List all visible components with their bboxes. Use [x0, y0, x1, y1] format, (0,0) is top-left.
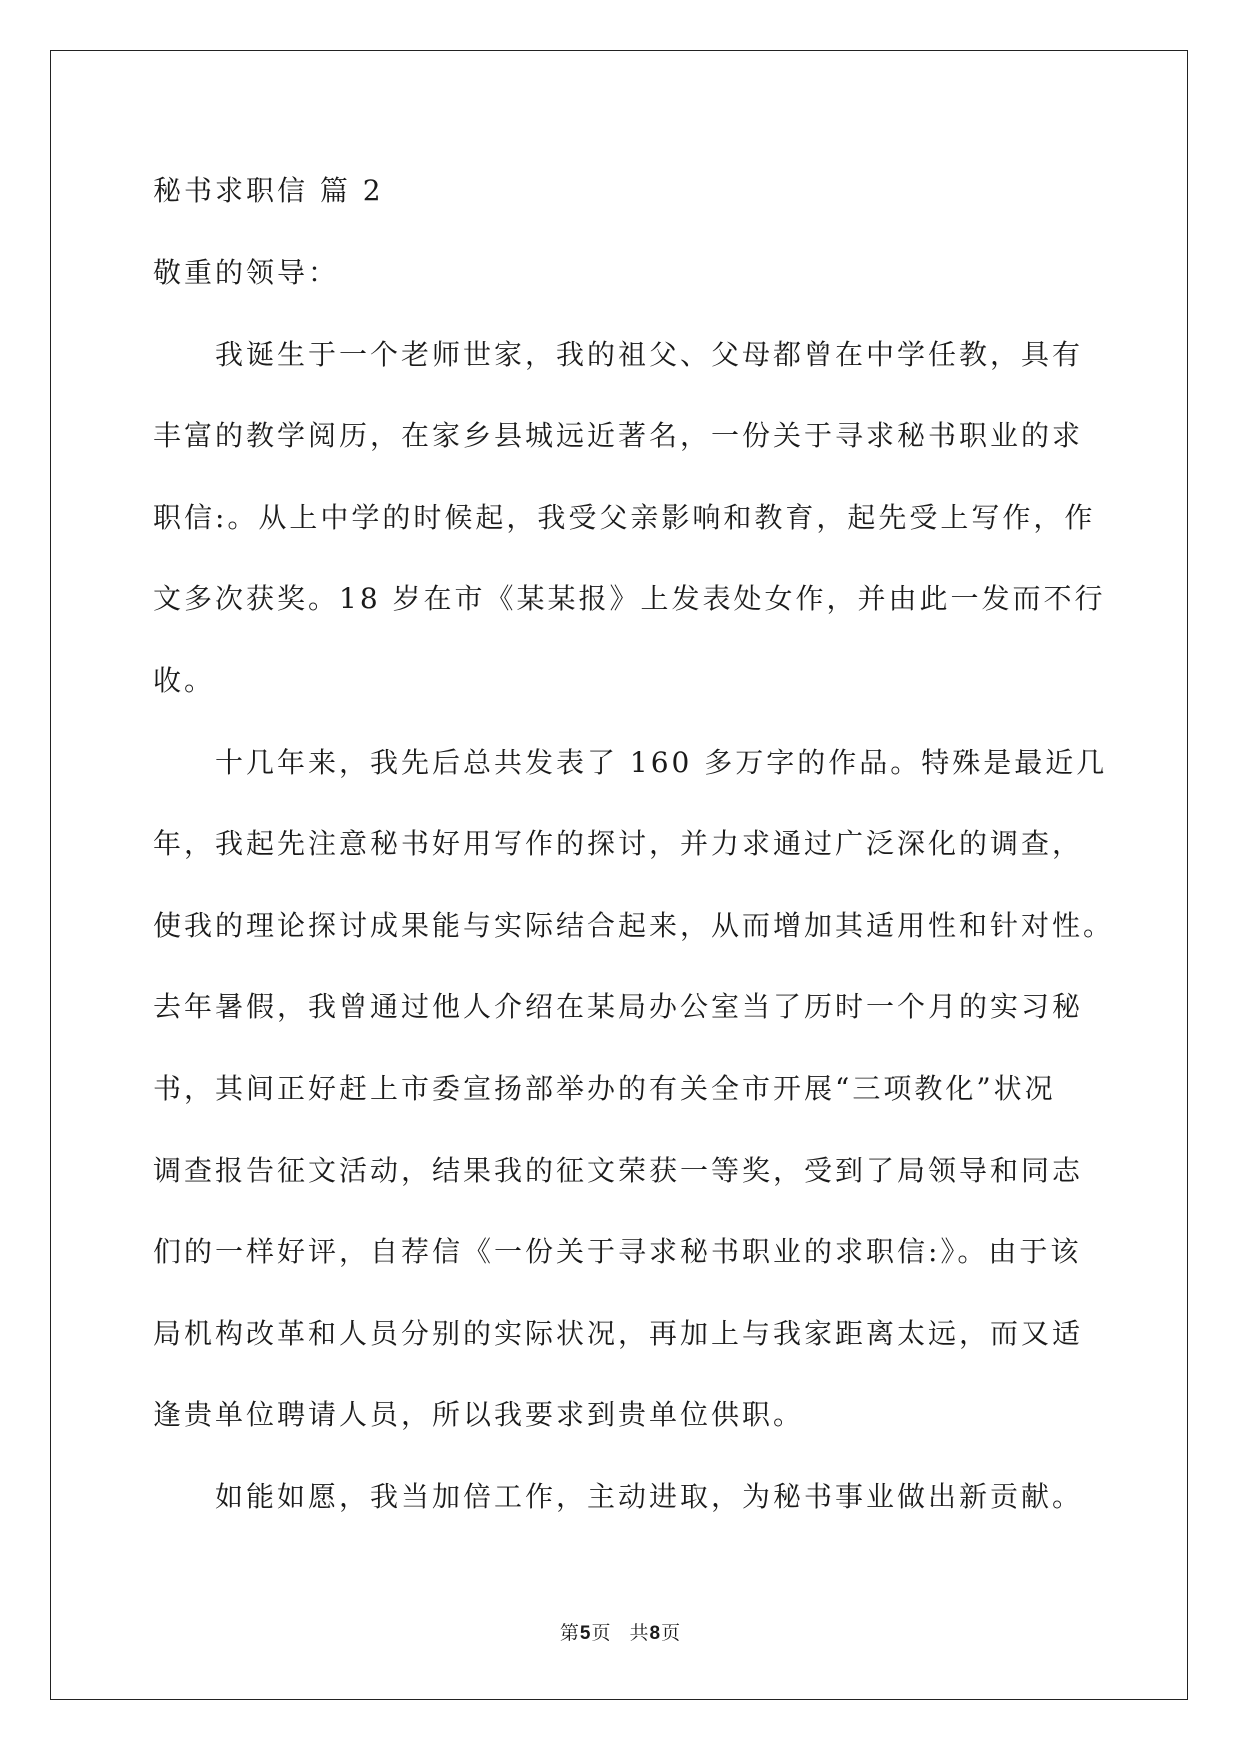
text-line: 去年暑假，我曾通过他人介绍在某局办公室当了历时一个月的实习秘 [153, 990, 1084, 1024]
document-title: 秘书求职信 篇 2 [153, 174, 384, 207]
text-line: 丰富的教学阅历，在家乡县城远近著名，一份关于寻求秘书职业的求 [153, 419, 1084, 453]
text-line: 文多次获奖。18 岁在市《某某报》上发表处女作，并由此一发而不行 [153, 582, 1106, 616]
text-line: 们的一样好评，自荐信《一份关于寻求秘书职业的求职信:》。由于该 [153, 1235, 1082, 1269]
text-line: 收。 [153, 663, 216, 697]
text-line: 局机构改革和人员分别的实际状况，再加上与我家距离太远，而又适 [153, 1316, 1084, 1350]
total-suffix: 页 [661, 1622, 682, 1644]
total-prefix: 共 [629, 1622, 650, 1644]
text-line: 书，其间正好赶上市委宣扬部举办的有关全市开展“三项教化”状况 [153, 1071, 1056, 1105]
text-line: 职信:。从上中学的时候起，我受父亲影响和教育，起先受上写作，作 [153, 500, 1096, 534]
text-line: 逢贵单位聘请人员，所以我要求到贵单位供职。 [153, 1398, 805, 1432]
document-body [153, 150, 1115, 1538]
text-line: 十几年来，我先后总共发表了 160 多万字的作品。特殊是最近几 [215, 745, 1108, 779]
salutation: 敬重的领导： [153, 256, 340, 289]
page-prefix: 第 [559, 1622, 580, 1644]
page-footer [0, 1618, 1241, 1645]
body-text [153, 314, 1115, 1538]
text-line: 调查报告征文活动，结果我的征文荣获一等奖，受到了局领导和同志 [153, 1153, 1084, 1187]
text-line: 如能如愿，我当加倍工作，主动进取，为秘书事业做出新贡献。 [215, 1479, 1084, 1513]
text-line: 使我的理论探讨成果能与实际结合起来，从而增加其适用性和针对性。 [153, 908, 1115, 942]
total-page-number: 8 [649, 1623, 662, 1644]
current-page-number: 5 [579, 1623, 592, 1644]
text-line: 年，我起先注意秘书好用写作的探讨，并力求通过广泛深化的调查， [153, 827, 1084, 861]
text-line: 我诞生于一个老师世家，我的祖父、父母都曾在中学任教，具有 [215, 337, 1084, 371]
page-suffix: 页 [591, 1622, 612, 1644]
